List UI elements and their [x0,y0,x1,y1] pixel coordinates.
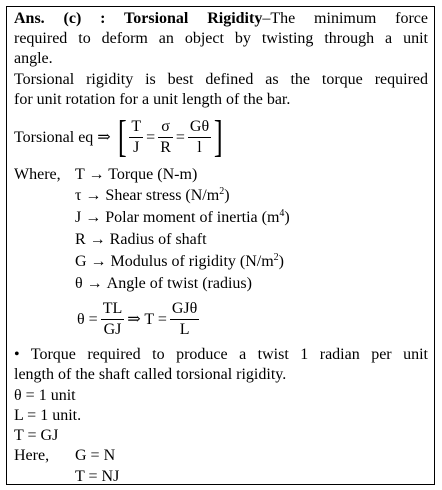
twist-equation: θ = $\frac{TL}{GJ}$ ⇒ T = $\frac{\text{GJθ}}{L}$ [77,299,198,338]
answer-label: Ans. (c) : Torsional Rigidity [14,10,263,27]
fraction-gj-theta-over-l: $\frac{\text{GJθ}}{L}$ [171,299,198,338]
where-item-torque: T → Torque (N-m) [75,166,198,183]
condition-length: L = 1 unit. [14,407,82,424]
bullet-line-1: • Torque required to produce a twist 1 radian per unit [14,346,428,363]
here-line-2: T = NJ [75,468,120,485]
here-line-1: G = N [75,447,116,464]
heading-rest: –The minimum force [262,10,428,27]
where-item-radius: R → Radius of shaft [75,231,207,248]
fraction-g-theta-over-l: $\frac{G\theta}{l}$ [189,117,210,156]
bullet-line-2: length of the shaft called torsional rigidity. [14,366,287,383]
definition-line-2: for unit rotation for a unit length of the bar. [14,91,291,108]
right-bracket: ] [214,112,223,161]
equation-label: Torsional eq ⇒ [14,128,111,146]
condition-torque: T = GJ [14,427,59,444]
torsion-equation: Torsional eq ⇒ [ $\frac{T}{J}$ = $\frac{\sigma}{R}$ = $\frac{G\theta}{l}$ ] [14,112,223,161]
here-prefix: Here, [14,447,50,464]
fraction-t-over-j: $\frac{T}{J}$ [131,117,142,156]
where-item-shear-stress: τ → Shear stress $(N/m^2)$ [75,186,230,204]
left-bracket: [ [117,112,127,161]
where-item-polar-moment: J → Polar moment of inertia $(m^4)$ [75,208,290,226]
where-item-angle: θ → Angle of twist (radius) [75,275,252,292]
answer-heading-line [14,9,428,28]
definition-line-1: Torsional rigidity is best defined as the torque required [14,71,428,88]
where-item-modulus: G → Modulus of rigidity $(N/m^2)$ [75,252,284,270]
heading-line-3: angle. [14,50,53,67]
heading-line-2: required to deform an object by twisting through a unit [14,30,428,47]
fraction-sigma-over-r: $\frac{\sigma}{R}$ [160,117,171,156]
fraction-tl-over-gj: $\frac{TL}{GJ}$ [102,299,123,338]
answer-box [6,6,435,485]
where-prefix: Where, [14,166,61,183]
condition-theta: θ = 1 unit [14,387,76,404]
